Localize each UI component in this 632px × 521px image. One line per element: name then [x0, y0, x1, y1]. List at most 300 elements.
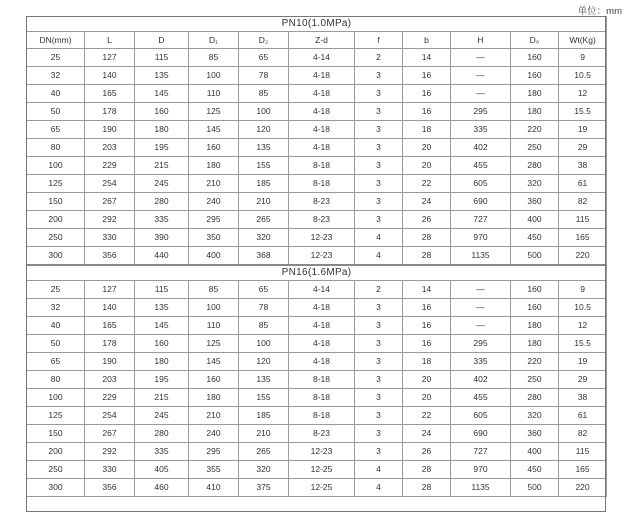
table-cell: 16: [403, 103, 451, 121]
table-cell: 14: [403, 281, 451, 299]
table-cell: 215: [135, 389, 189, 407]
table-row: [27, 389, 607, 407]
table-cell: 4: [355, 461, 403, 479]
table-cell: 125: [27, 407, 85, 425]
table-cell: 245: [135, 175, 189, 193]
table-cell: 12: [559, 317, 607, 335]
table-cell: 3: [355, 317, 403, 335]
table-cell: 165: [559, 461, 607, 479]
table-cell: 350: [189, 229, 239, 247]
table-cell: 19: [559, 353, 607, 371]
table-cell: 80: [27, 139, 85, 157]
table-cell: 115: [559, 211, 607, 229]
table-cell: 28: [403, 461, 451, 479]
table-cell: 15.5: [559, 335, 607, 353]
table-cell: 229: [85, 389, 135, 407]
column-header: D: [135, 32, 189, 49]
table-cell: 375: [239, 479, 289, 497]
table-row: [27, 175, 607, 193]
table-cell: 970: [451, 229, 511, 247]
table-cell: 155: [239, 389, 289, 407]
table-cell: 210: [189, 175, 239, 193]
table-cell: 85: [239, 317, 289, 335]
table-cell: 115: [135, 281, 189, 299]
table-cell: 29: [559, 371, 607, 389]
table-cell: 140: [85, 299, 135, 317]
table-cell: 3: [355, 139, 403, 157]
table-cell: 280: [135, 193, 189, 211]
column-header: D₂: [239, 32, 289, 49]
table-row: [27, 121, 607, 139]
table-cell: 335: [135, 443, 189, 461]
table-cell: 61: [559, 407, 607, 425]
table-cell: 160: [511, 67, 559, 85]
table-cell: 100: [27, 157, 85, 175]
table-cell: 28: [403, 247, 451, 266]
table-cell: 605: [451, 407, 511, 425]
table-cell: 190: [85, 121, 135, 139]
section-title-row: [27, 265, 607, 281]
table-cell: 140: [85, 67, 135, 85]
table-cell: 100: [189, 67, 239, 85]
table-cell: 4-14: [289, 281, 355, 299]
table-cell: 330: [85, 229, 135, 247]
table-cell: 29: [559, 139, 607, 157]
table-cell: 220: [559, 247, 607, 266]
table-cell: —: [451, 317, 511, 335]
table-cell: 120: [239, 121, 289, 139]
table-row: [27, 317, 607, 335]
table-cell: 100: [27, 389, 85, 407]
column-header: Z-d: [289, 32, 355, 49]
column-header: DN(mm): [27, 32, 85, 49]
table-cell: 10.5: [559, 299, 607, 317]
table-cell: 160: [135, 103, 189, 121]
table-cell: 4: [355, 229, 403, 247]
table-cell: 295: [451, 335, 511, 353]
table-cell: 32: [27, 67, 85, 85]
table-cell: 8-18: [289, 175, 355, 193]
table-cell: 65: [27, 353, 85, 371]
table-cell: 4-18: [289, 121, 355, 139]
column-header: b: [403, 32, 451, 49]
table-cell: 110: [189, 85, 239, 103]
table-cell: 300: [27, 247, 85, 266]
table-cell: 267: [85, 425, 135, 443]
table-row: [27, 299, 607, 317]
table-cell: 28: [403, 229, 451, 247]
table-cell: 100: [189, 299, 239, 317]
table-cell: 8-18: [289, 407, 355, 425]
table-cell: 455: [451, 157, 511, 175]
table-cell: 150: [27, 193, 85, 211]
table-cell: 135: [135, 67, 189, 85]
table-cell: 295: [189, 211, 239, 229]
table-cell: 450: [511, 461, 559, 479]
table-cell: —: [451, 67, 511, 85]
table-cell: 335: [451, 353, 511, 371]
table-row: [27, 49, 607, 67]
table-cell: 356: [85, 479, 135, 497]
table-cell: 180: [189, 389, 239, 407]
table-cell: 210: [239, 425, 289, 443]
table-cell: —: [451, 49, 511, 67]
table-cell: 16: [403, 299, 451, 317]
table-cell: 203: [85, 139, 135, 157]
table-cell: 165: [85, 85, 135, 103]
table-cell: 20: [403, 157, 451, 175]
table-cell: 180: [511, 103, 559, 121]
table-cell: 3: [355, 193, 403, 211]
table-row: [27, 247, 607, 266]
table-cell: 240: [189, 425, 239, 443]
table-cell: 180: [511, 335, 559, 353]
table-cell: 180: [135, 121, 189, 139]
table-cell: 250: [511, 371, 559, 389]
table-cell: 16: [403, 85, 451, 103]
table-cell: 9: [559, 49, 607, 67]
table-cell: 8-18: [289, 157, 355, 175]
table-cell: 160: [511, 281, 559, 299]
table-cell: 3: [355, 407, 403, 425]
table-cell: 4-14: [289, 49, 355, 67]
table-cell: 160: [135, 335, 189, 353]
table-cell: 125: [189, 103, 239, 121]
table-cell: 355: [189, 461, 239, 479]
table-cell: 26: [403, 211, 451, 229]
table-cell: 165: [85, 317, 135, 335]
table-cell: 3: [355, 103, 403, 121]
table-cell: 3: [355, 425, 403, 443]
table-cell: 295: [451, 103, 511, 121]
table-cell: 19: [559, 121, 607, 139]
table-cell: 135: [239, 371, 289, 389]
table-cell: 195: [135, 371, 189, 389]
table-row: [27, 67, 607, 85]
table-cell: 180: [511, 85, 559, 103]
table-cell: 78: [239, 67, 289, 85]
table-cell: 20: [403, 139, 451, 157]
table-cell: 180: [135, 353, 189, 371]
table-cell: 32: [27, 299, 85, 317]
table-cell: 3: [355, 299, 403, 317]
table-cell: 245: [135, 407, 189, 425]
table-cell: 220: [511, 353, 559, 371]
table-cell: 24: [403, 193, 451, 211]
table-cell: 4: [355, 479, 403, 497]
table-cell: 125: [189, 335, 239, 353]
table-cell: —: [451, 85, 511, 103]
column-header: D₀: [511, 32, 559, 49]
table-cell: 455: [451, 389, 511, 407]
table-row: [27, 157, 607, 175]
table-cell: 16: [403, 67, 451, 85]
table-cell: 115: [559, 443, 607, 461]
table-row: [27, 193, 607, 211]
table-cell: 4: [355, 247, 403, 266]
table-row: [27, 479, 607, 497]
table-cell: 320: [239, 229, 289, 247]
table-cell: 50: [27, 103, 85, 121]
table-cell: 267: [85, 193, 135, 211]
table-cell: 160: [189, 139, 239, 157]
table-row: [27, 371, 607, 389]
table-cell: 85: [239, 85, 289, 103]
table-cell: 65: [27, 121, 85, 139]
table-cell: 8-18: [289, 389, 355, 407]
table-cell: 38: [559, 157, 607, 175]
table-cell: 185: [239, 407, 289, 425]
table-cell: 292: [85, 443, 135, 461]
table-cell: 356: [85, 247, 135, 266]
table-cell: 292: [85, 211, 135, 229]
column-header: Wt(Kg): [559, 32, 607, 49]
column-header: f: [355, 32, 403, 49]
table-row: [27, 85, 607, 103]
table-cell: 210: [239, 193, 289, 211]
table-cell: —: [451, 299, 511, 317]
table-cell: —: [451, 281, 511, 299]
table-cell: 160: [511, 299, 559, 317]
table-cell: 85: [189, 281, 239, 299]
table-cell: 2: [355, 49, 403, 67]
table-cell: 400: [511, 211, 559, 229]
table-row: [27, 229, 607, 247]
table-cell: 727: [451, 211, 511, 229]
table-cell: 280: [135, 425, 189, 443]
table-cell: 254: [85, 175, 135, 193]
table-cell: 12: [559, 85, 607, 103]
table-cell: 8-23: [289, 193, 355, 211]
table-cell: 145: [189, 121, 239, 139]
table-cell: 185: [239, 175, 289, 193]
table-cell: 3: [355, 353, 403, 371]
table-cell: 115: [135, 49, 189, 67]
table-cell: 28: [403, 479, 451, 497]
table-cell: 4-18: [289, 103, 355, 121]
table-cell: 190: [85, 353, 135, 371]
table-cell: 215: [135, 157, 189, 175]
table-cell: 145: [135, 85, 189, 103]
table-cell: 3: [355, 211, 403, 229]
table-cell: 110: [189, 317, 239, 335]
table-cell: 3: [355, 175, 403, 193]
table-row: [27, 281, 607, 299]
table-row: [27, 353, 607, 371]
table-cell: 100: [239, 335, 289, 353]
table-cell: 3: [355, 389, 403, 407]
table-cell: 300: [27, 479, 85, 497]
table-row: [27, 335, 607, 353]
table-cell: 12-25: [289, 461, 355, 479]
table-cell: 82: [559, 193, 607, 211]
table-cell: 250: [27, 461, 85, 479]
table-cell: 970: [451, 461, 511, 479]
table-row: [27, 443, 607, 461]
table-cell: 100: [239, 103, 289, 121]
flange-spec-table: [26, 16, 607, 497]
table-cell: 4-18: [289, 299, 355, 317]
table-cell: 203: [85, 371, 135, 389]
table-cell: 3: [355, 67, 403, 85]
section-title-row: [27, 17, 607, 32]
table-cell: 180: [511, 317, 559, 335]
column-header: L: [85, 32, 135, 49]
table-cell: 4-18: [289, 67, 355, 85]
table-cell: 135: [135, 299, 189, 317]
table-cell: 165: [559, 229, 607, 247]
table-cell: 8-23: [289, 425, 355, 443]
table-cell: 320: [239, 461, 289, 479]
table-cell: 400: [511, 443, 559, 461]
table-cell: 3: [355, 157, 403, 175]
table-cell: 250: [27, 229, 85, 247]
section-title: PN10(1.0MPa): [27, 17, 607, 32]
table-cell: 2: [355, 281, 403, 299]
table-cell: 12-23: [289, 443, 355, 461]
table-cell: 78: [239, 299, 289, 317]
table-cell: 8-23: [289, 211, 355, 229]
table-cell: 360: [511, 425, 559, 443]
table-cell: 3: [355, 371, 403, 389]
table-cell: 20: [403, 371, 451, 389]
table-cell: 500: [511, 247, 559, 266]
column-header: D₁: [189, 32, 239, 49]
table-cell: 15.5: [559, 103, 607, 121]
table-cell: 65: [239, 49, 289, 67]
unit-label: 单位：mm: [577, 6, 622, 17]
table-row: [27, 211, 607, 229]
table-cell: 12-25: [289, 479, 355, 497]
table-cell: 80: [27, 371, 85, 389]
table-cell: 65: [239, 281, 289, 299]
table-cell: 3: [355, 85, 403, 103]
table-cell: 200: [27, 211, 85, 229]
table-cell: 335: [135, 211, 189, 229]
table-cell: 360: [511, 193, 559, 211]
table-cell: 210: [189, 407, 239, 425]
table-cell: 40: [27, 317, 85, 335]
table-cell: 4-18: [289, 353, 355, 371]
table-cell: 450: [511, 229, 559, 247]
table-cell: 254: [85, 407, 135, 425]
table-cell: 8-18: [289, 371, 355, 389]
table-cell: 460: [135, 479, 189, 497]
table-cell: 405: [135, 461, 189, 479]
table-cell: 410: [189, 479, 239, 497]
table-cell: 12-23: [289, 247, 355, 266]
table-cell: 440: [135, 247, 189, 266]
table-cell: 12-23: [289, 229, 355, 247]
table-cell: 295: [189, 443, 239, 461]
table-cell: 16: [403, 335, 451, 353]
table-cell: 22: [403, 175, 451, 193]
table-cell: 145: [189, 353, 239, 371]
table-cell: 50: [27, 335, 85, 353]
table-cell: 4-18: [289, 139, 355, 157]
table-cell: 155: [239, 157, 289, 175]
table-cell: 320: [511, 175, 559, 193]
table-row: [27, 425, 607, 443]
table-cell: 195: [135, 139, 189, 157]
table-cell: 727: [451, 443, 511, 461]
table-cell: 1135: [451, 479, 511, 497]
table-cell: 402: [451, 139, 511, 157]
table-cell: 85: [189, 49, 239, 67]
table-cell: 25: [27, 49, 85, 67]
table-cell: 135: [239, 139, 289, 157]
table-cell: 605: [451, 175, 511, 193]
table-cell: 280: [511, 157, 559, 175]
table-cell: 402: [451, 371, 511, 389]
table-cell: 4-18: [289, 317, 355, 335]
table-cell: 160: [511, 49, 559, 67]
table-cell: 160: [189, 371, 239, 389]
table-cell: 61: [559, 175, 607, 193]
table-cell: 500: [511, 479, 559, 497]
table-cell: 3: [355, 443, 403, 461]
table-cell: 1135: [451, 247, 511, 266]
table-cell: 280: [511, 389, 559, 407]
table-cell: 320: [511, 407, 559, 425]
table-cell: 250: [511, 139, 559, 157]
table-cell: 368: [239, 247, 289, 266]
table-cell: 330: [85, 461, 135, 479]
table-cell: 18: [403, 353, 451, 371]
table-cell: 4-18: [289, 335, 355, 353]
section-title: PN16(1.6MPa): [27, 265, 607, 281]
table-cell: 145: [135, 317, 189, 335]
table-cell: 200: [27, 443, 85, 461]
table-cell: 38: [559, 389, 607, 407]
table-cell: 178: [85, 335, 135, 353]
table-cell: 40: [27, 85, 85, 103]
table-cell: 18: [403, 121, 451, 139]
table-cell: 265: [239, 211, 289, 229]
table-cell: 10.5: [559, 67, 607, 85]
table-cell: 220: [559, 479, 607, 497]
column-header: H: [451, 32, 511, 49]
table-cell: 240: [189, 193, 239, 211]
table-row: [27, 103, 607, 121]
table-cell: 400: [189, 247, 239, 266]
table-cell: 120: [239, 353, 289, 371]
table-cell: 127: [85, 281, 135, 299]
table-cell: 690: [451, 425, 511, 443]
table-cell: 4-18: [289, 85, 355, 103]
table-cell: 82: [559, 425, 607, 443]
table-cell: 25: [27, 281, 85, 299]
table-cell: 9: [559, 281, 607, 299]
table-cell: 127: [85, 49, 135, 67]
table-row: [27, 461, 607, 479]
table-cell: 180: [189, 157, 239, 175]
table-cell: 178: [85, 103, 135, 121]
table-cell: 125: [27, 175, 85, 193]
table-cell: 335: [451, 121, 511, 139]
table-cell: 229: [85, 157, 135, 175]
table-cell: 690: [451, 193, 511, 211]
table-cell: 3: [355, 121, 403, 139]
table-cell: 16: [403, 317, 451, 335]
table-row: [27, 139, 607, 157]
table-cell: 220: [511, 121, 559, 139]
table-cell: 3: [355, 335, 403, 353]
header-row: [27, 32, 607, 49]
table-cell: 390: [135, 229, 189, 247]
table-cell: 26: [403, 443, 451, 461]
table-row: [27, 407, 607, 425]
